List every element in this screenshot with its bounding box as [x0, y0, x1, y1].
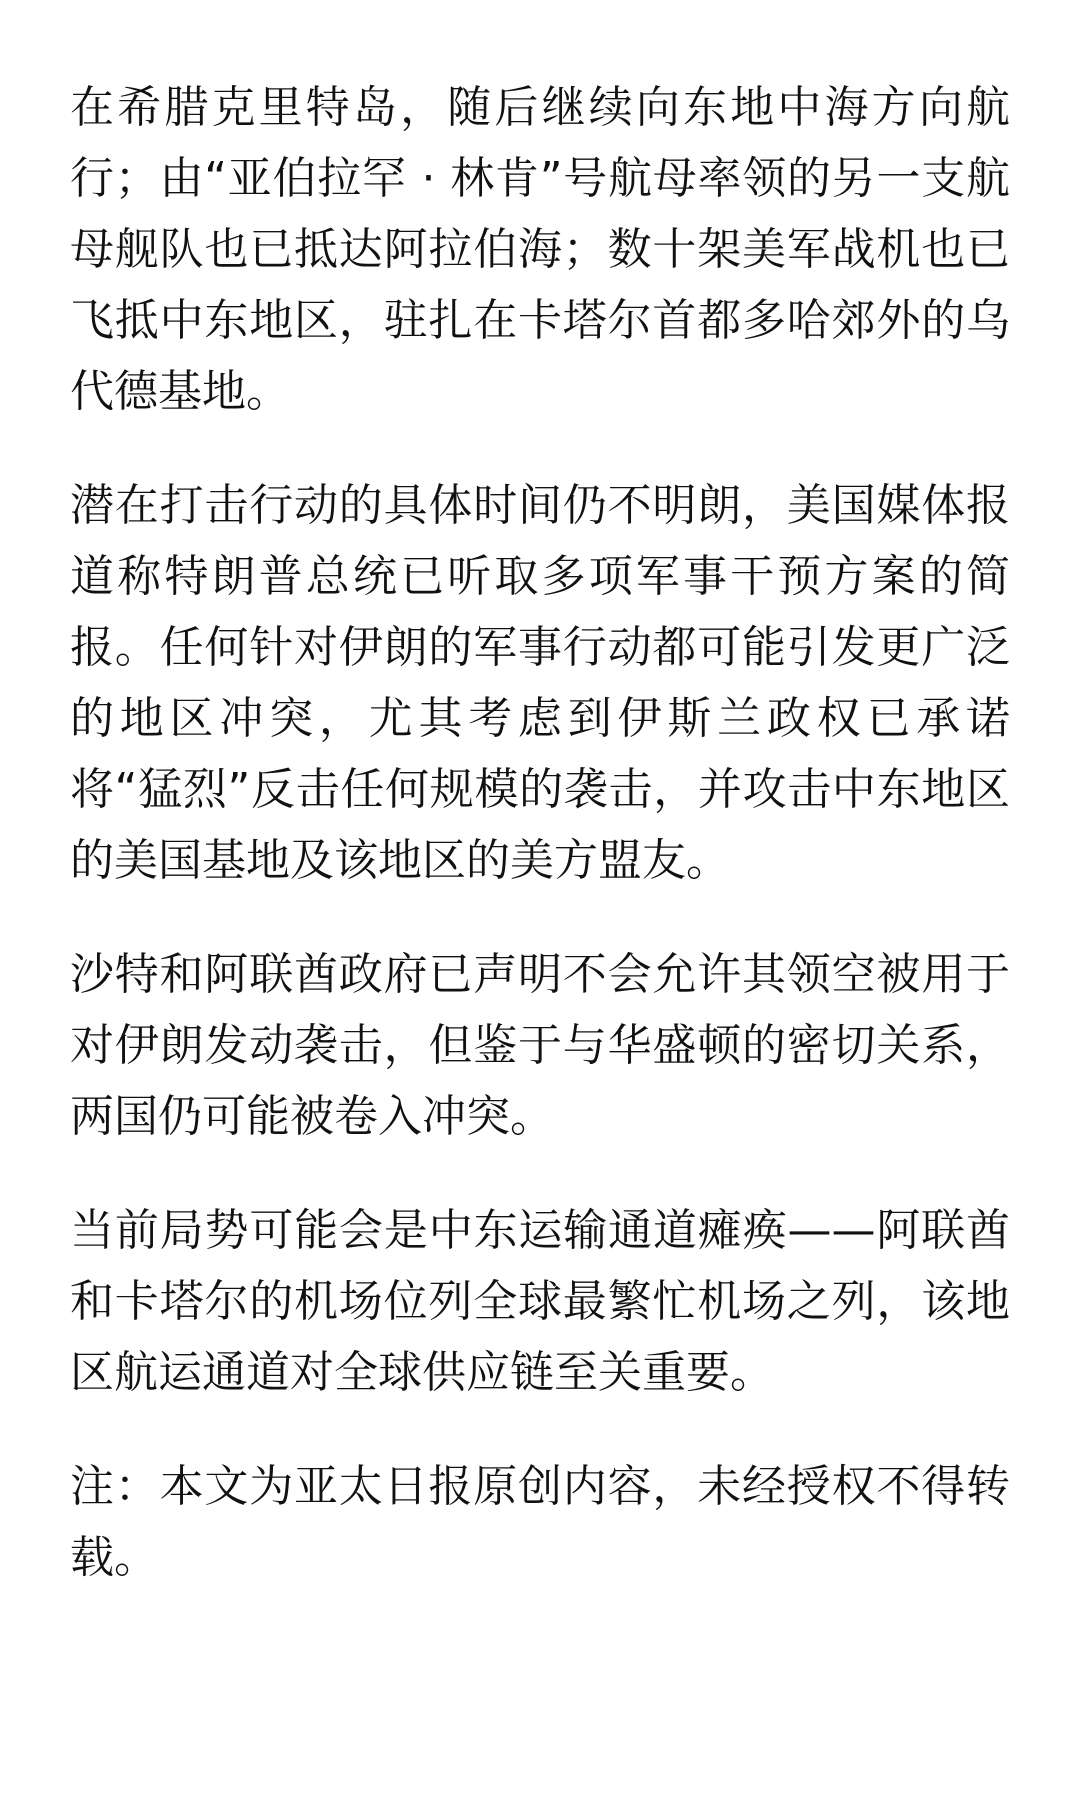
article-body: [70, 72, 1010, 1636]
copyright-note: 注：本文为亚太日报原创内容，未经授权不得转载。: [70, 1461, 1010, 1583]
article-paragraph: 沙特和阿联酋政府已声明不会允许其领空被用于对伊朗发动袭击，但鉴于与华盛顿的密切关系，两国仍可能被卷入冲突。: [70, 949, 1010, 1142]
article-paragraph: 潜在打击行动的具体时间仍不明朗，美国媒体报道称特朗普总统已听取多项军事干预方案的简报。任何针对伊朗的军事行动都可能引发更广泛的地区冲突，尤其考虑到伊斯兰政权已承诺将“猛烈”反击任何规模的袭击，并攻击中东地区的美国基地及该地区的美方盟友。: [70, 480, 1010, 886]
article-paragraph: 当前局势可能会是中东运输通道瘫痪——阿联酋和卡塔尔的机场位列全球最繁忙机场之列，该地区航运通道对全球供应链至关重要。: [70, 1205, 1010, 1398]
article-paragraph: 在希腊克里特岛，随后继续向东地中海方向航行；由“亚伯拉罕 · 林肯”号航母率领的另一支航母舰队也已抵达阿拉伯海；数十架美军战机也已飞抵中东地区，驻扎在卡塔尔首都多哈郊外的乌代德基地。: [70, 82, 1010, 417]
